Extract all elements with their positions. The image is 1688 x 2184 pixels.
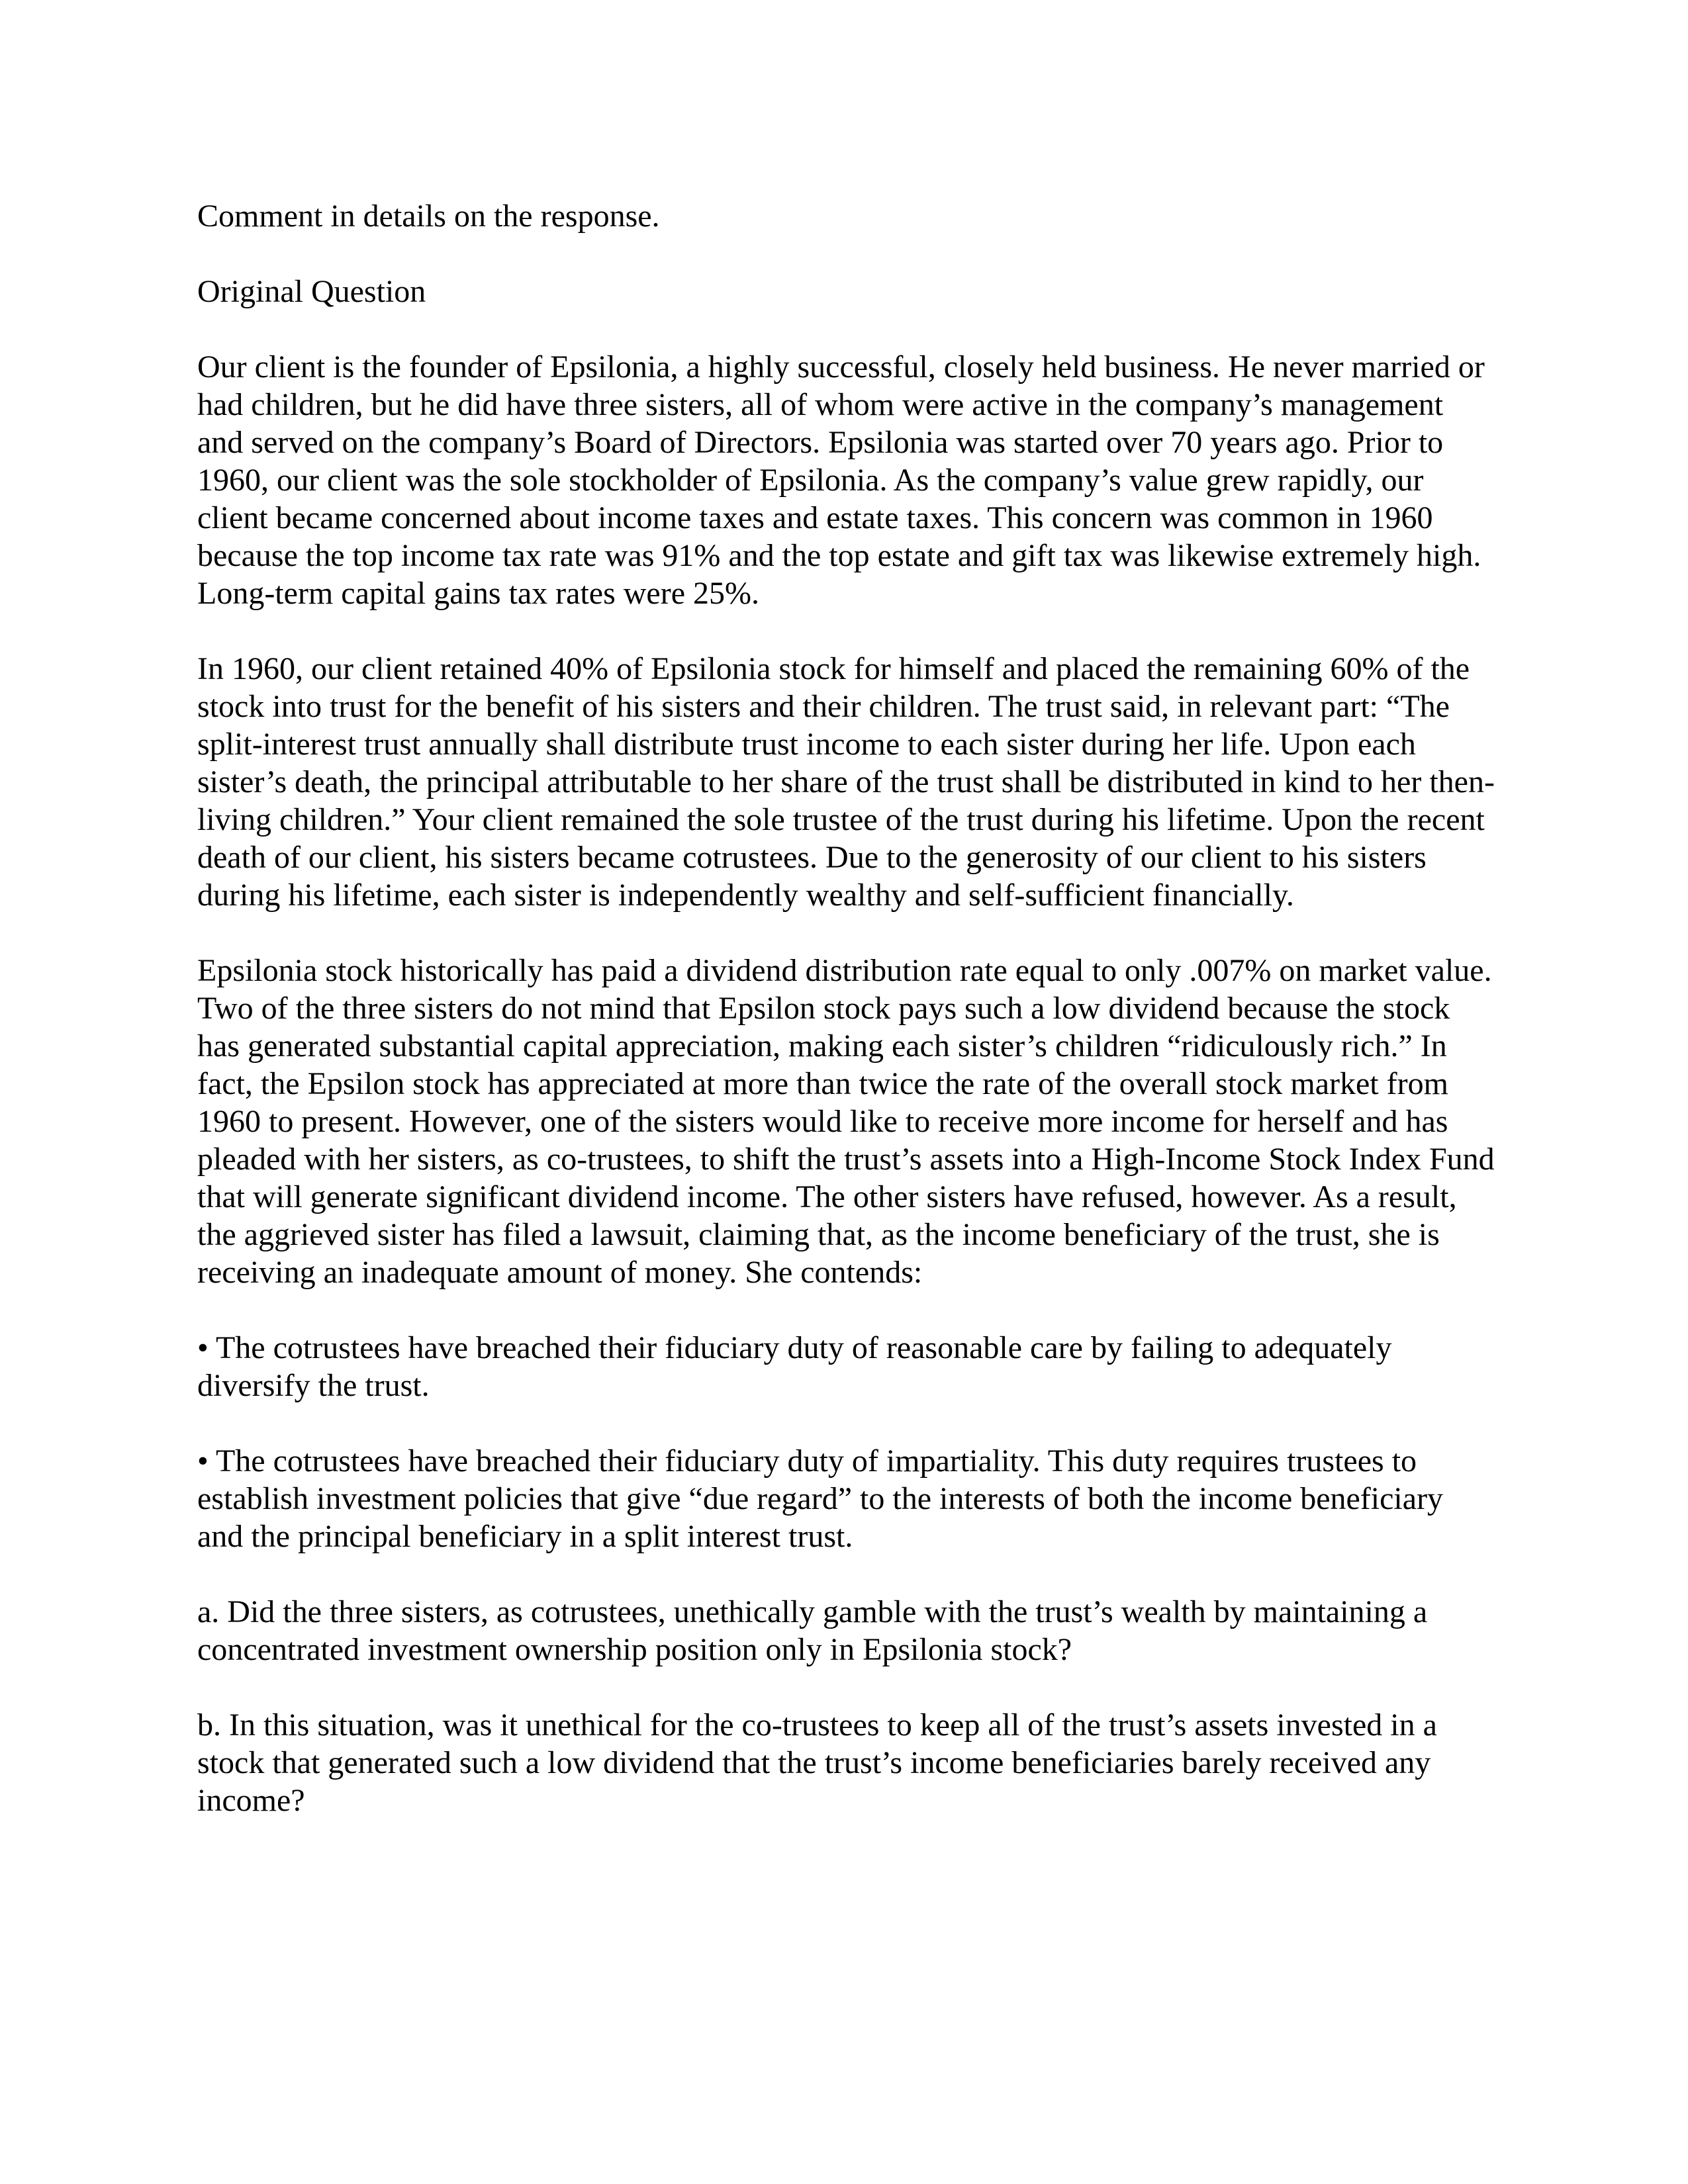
question-b: b. In this situation, was it unethical for the co-trustees to keep all of the trust’s assets invested in a stock that generated such a low dividend that the trust’s income beneficiaries barely received any income? [197,1707,1437,1818]
section-heading: Original Question [197,274,426,309]
bullet-duty-of-care: • The cotrustees have breached their fiduciary duty of reasonable care by failing to adequately diversify the trust. [197,1330,1392,1403]
bullet-duty-of-impartiality: • The cotrustees have breached their fiduciary duty of impartiality. This duty requires trustees to establish investment policies that give “due regard” to the interests of both the income beneficiary and the principal beneficiary in a split interest trust. [197,1443,1444,1554]
document-body [197,197,1495,1857]
question-a: a. Did the three sisters, as cotrustees, unethically gamble with the trust’s wealth by maintaining a concentrated investment ownership position only in Epsilonia stock? [197,1594,1428,1667]
intro-line: Comment in details on the response. [197,199,660,234]
paragraph-background: Our client is the founder of Epsilonia, a highly successful, closely held business. He never married or had children, but he did have three sisters, all of whom were active in the company’s management and served on the company’s Board of Directors. Epsilonia was started over 70 years ago. Prior to 1960, our client was the sole stockholder of Epsilonia. As the company’s value grew rapidly, our client became concerned about income taxes and estate taxes. This concern was common in 1960 because the top income tax rate was 91% and the top estate and gift tax was likewise extremely high. Long-term capital gains tax rates were 25%. [197,349,1485,611]
paragraph-dividend-dispute: Epsilonia stock historically has paid a dividend distribution rate equal to only .007% on market value. Two of the three sisters do not mind that Epsilon stock pays such a low dividend because the stock has generated substantial capital appreciation, making each sister’s children “ridiculously rich.” In fact, the Epsilon stock has appreciated at more than twice the rate of the overall stock market from 1960 to present. However, one of the sisters would like to receive more income for herself and has pleaded with her sisters, as co-trustees, to shift the trust’s assets into a High-Income Stock Index Fund that will generate significant dividend income. The other sisters have refused, however. As a result, the aggrieved sister has filed a lawsuit, claiming that, as the income beneficiary of the trust, she is receiving an inadequate amount of money. She contends: [197,953,1495,1290]
paragraph-trust-terms: In 1960, our client retained 40% of Epsilonia stock for himself and placed the remaining 60% of the stock into trust for the benefit of his sisters and their children. The trust said, in relevant part: “The split-interest trust annually shall distribute trust income to each sister during her life. Upon each sister’s death, the principal attributable to her share of the trust shall be distributed in kind to her then-living children.” Your client remained the sole trustee of the trust during his lifetime. Upon the recent death of our client, his sisters became cotrustees. Due to the generosity of our client to his sisters during his lifetime, each sister is independently wealthy and self-sufficient financially. [197,651,1495,913]
